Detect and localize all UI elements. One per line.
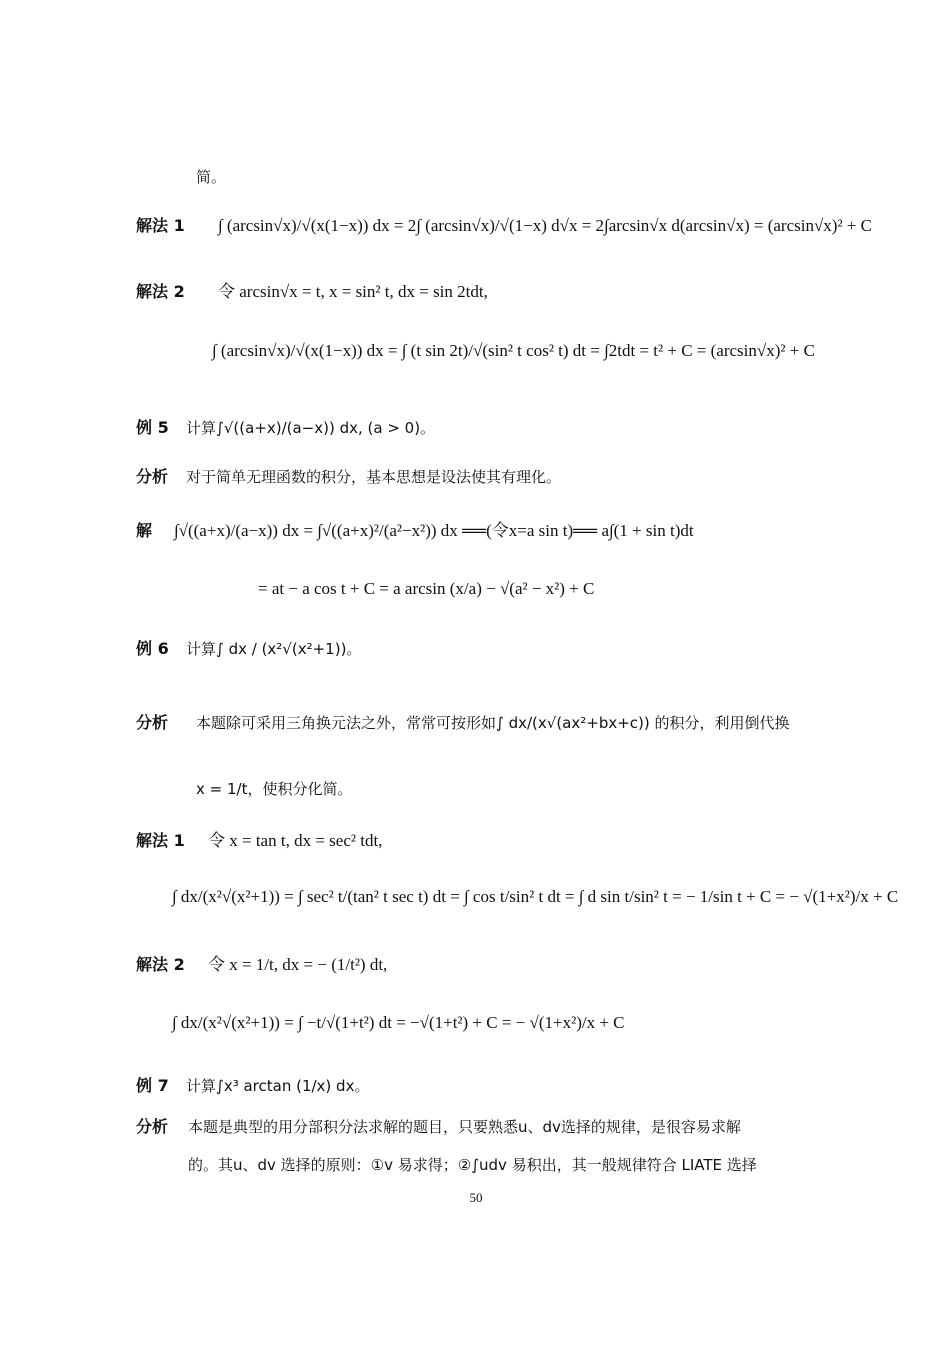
ex7-question: 计算∫x³ arctan (1/x) dx。 bbox=[186, 1077, 370, 1095]
sol1-math: ∫ (arcsin√x)/√(x(1−x)) dx = 2∫ (arcsin√x)/√(1−x) d√x = 2∫arcsin√x d(arcsin√x) = (arcsin√x)² + C bbox=[218, 216, 872, 235]
ex6-sol2-math: ∫ dx/(x²√(x²+1)) = ∫ −t/√(1+t²) dt = −√(1+t²) + C = − √(1+x²)/x + C bbox=[172, 1013, 625, 1032]
ex7-analysis-label: 分析 bbox=[136, 1117, 169, 1136]
ex6-analysis-label: 分析 bbox=[136, 713, 169, 732]
ex7-analysis-continued: 的。其u、dv 选择的原则：①v 易求得；②∫udv 易积出，其一般规律符合 LIATE 选择 bbox=[188, 1156, 757, 1174]
ex6-analysis: 本题除可采用三角换元法之外，常常可按形如∫ dx/(x√(ax²+bx+c)) 的积分，利用倒代换 bbox=[196, 714, 790, 732]
sol2-math: ∫ (arcsin√x)/√(x(1−x)) dx = ∫ (t sin 2t)/√(sin² t cos² t) dt = ∫2tdt = t² + C = (arcsin√x)² + C bbox=[212, 341, 815, 360]
ex5-solution-line1: ∫√((a+x)/(a−x)) dx = ∫√((a+x)²/(a²−x²)) dx ══(令x=a sin t)══ a∫(1 + sin t)dt bbox=[174, 521, 694, 540]
ex6-sol2-substitution: 令 x = 1/t, dx = − (1/t²) dt, bbox=[208, 955, 388, 974]
sol1-label: 解法 1 bbox=[136, 216, 185, 235]
page-number: 50 bbox=[469, 1190, 483, 1205]
ex5-question: 计算∫√((a+x)/(a−x)) dx, (a > 0)。 bbox=[186, 419, 436, 437]
ex5-solution-line2: = at − a cos t + C = a arcsin (x/a) − √(a² − x²) + C bbox=[258, 579, 595, 598]
ex6-analysis-continued: x = 1/t，使积分化简。 bbox=[196, 780, 353, 798]
ex6-sol1-label: 解法 1 bbox=[136, 831, 185, 850]
ex6-sol1-math: ∫ dx/(x²√(x²+1)) = ∫ sec² t/(tan² t sec t) dt = ∫ cos t/sin² t dt = ∫ d sin t/sin² t = − 1/sin t + C = − √(1+x²)/x + C bbox=[172, 887, 899, 906]
ex6-label: 例 6 bbox=[136, 639, 169, 658]
ex6-sol1-substitution: 令 x = tan t, dx = sec² tdt, bbox=[208, 831, 383, 850]
sol2-label: 解法 2 bbox=[136, 282, 185, 301]
ex5-analysis: 对于简单无理函数的积分，基本思想是设法使其有理化。 bbox=[186, 468, 562, 486]
ex5-label: 例 5 bbox=[136, 418, 169, 437]
ex7-label: 例 7 bbox=[136, 1076, 169, 1095]
sol2-substitution: 令 arcsin√x = t, x = sin² t, dx = sin 2tdt, bbox=[218, 282, 488, 301]
ex6-question: 计算∫ dx / (x²√(x²+1))。 bbox=[186, 640, 362, 658]
ex6-sol2-label: 解法 2 bbox=[136, 955, 185, 974]
intro-text: 简。 bbox=[196, 168, 227, 186]
ex5-analysis-label: 分析 bbox=[136, 467, 169, 486]
ex7-analysis: 本题是典型的用分部积分法求解的题目，只要熟悉u、dv选择的规律，是很容易求解 bbox=[188, 1118, 741, 1136]
ex5-solution-label: 解 bbox=[136, 521, 153, 540]
